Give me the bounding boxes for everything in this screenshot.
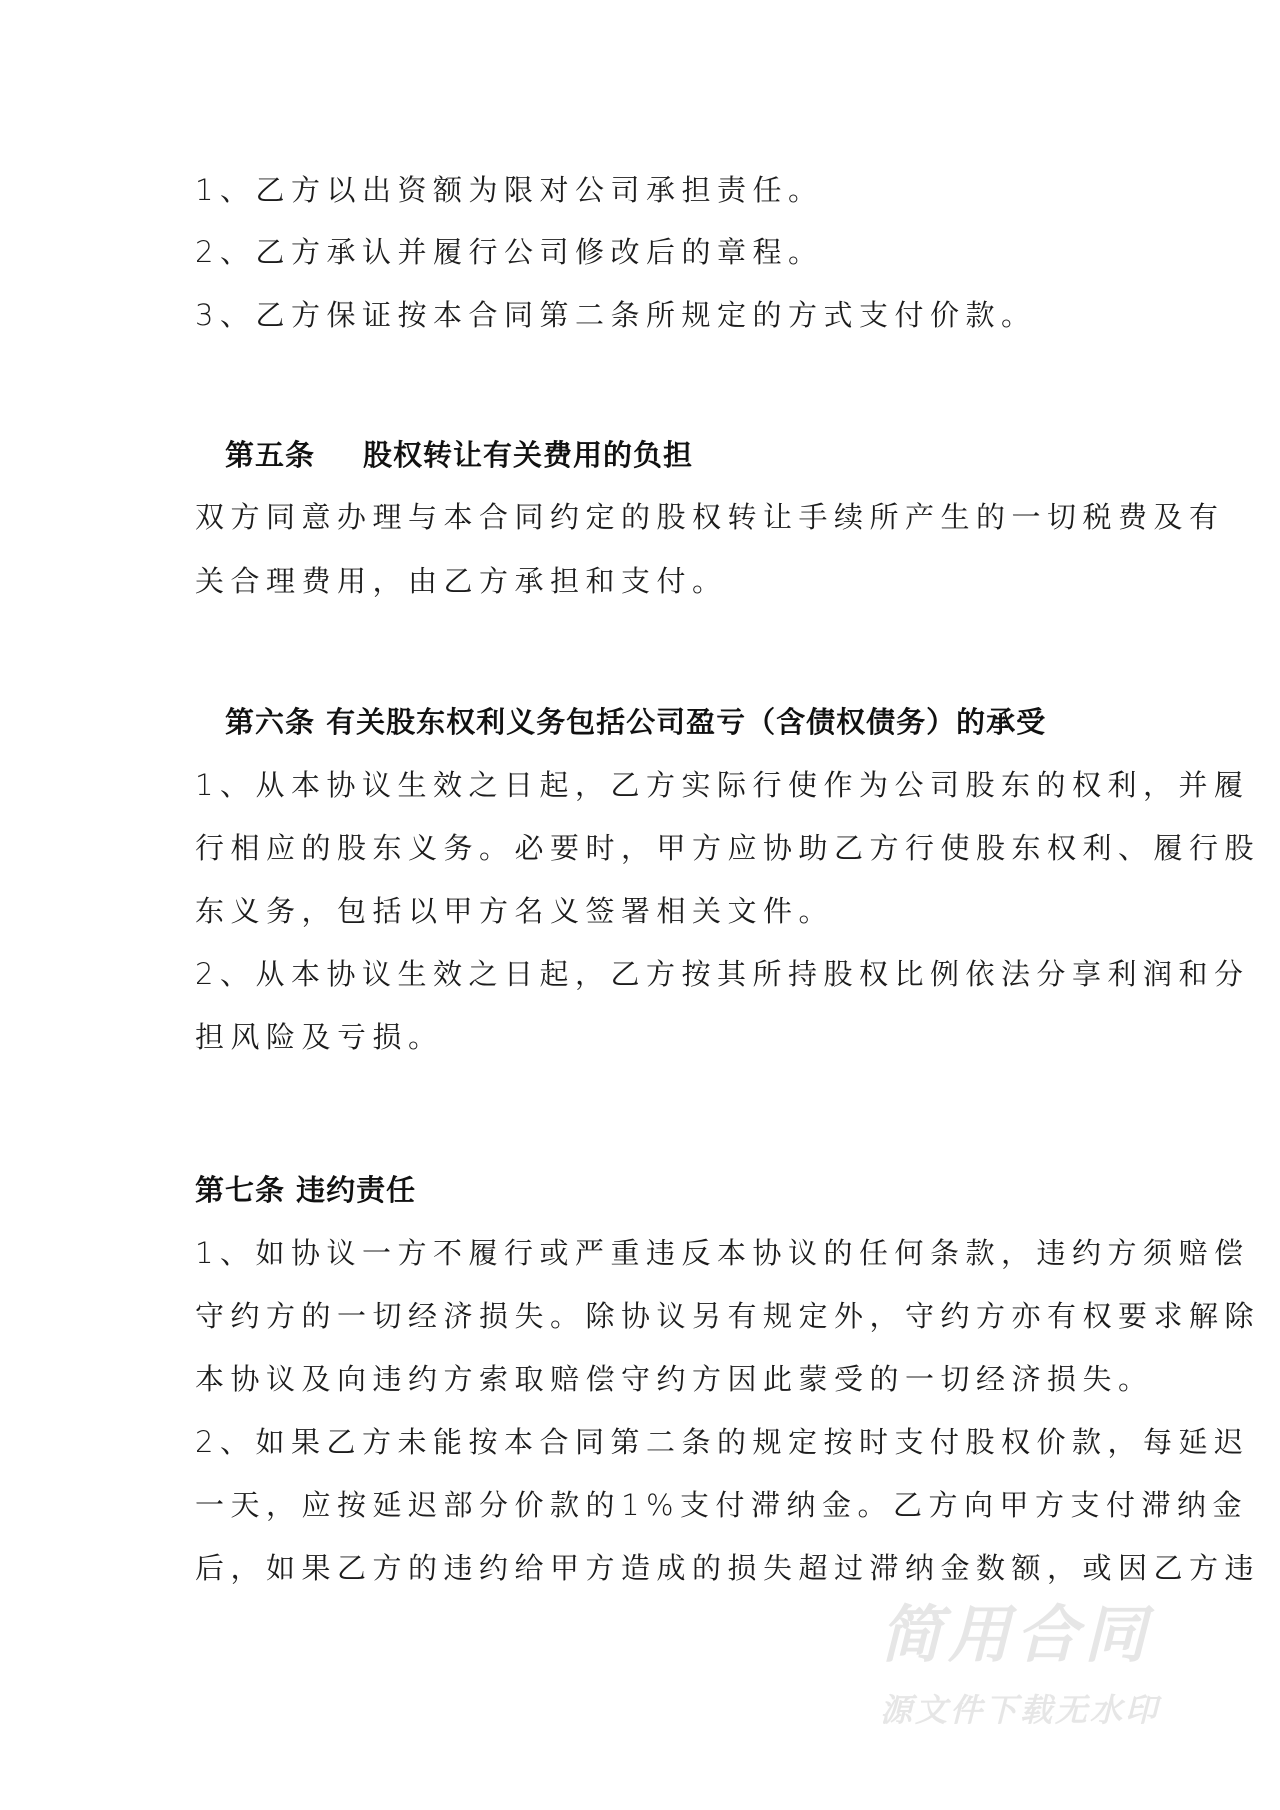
article-5-heading [225, 435, 693, 475]
watermark-title: 简用合同 [880, 1598, 1153, 1671]
article-5-title: 股权转让有关费用的负担 [363, 438, 694, 472]
article-7-line-1: 1、如协议一方不履行或严重违反本协议的任何条款，违约方须赔偿 [195, 1236, 1250, 1270]
obligation-item-1: 1、乙方以出资额为限对公司承担责任。 [195, 173, 824, 207]
article-7-heading: 第七条 违约责任 [195, 1173, 417, 1207]
article-5-line-2: 关合理费用，由乙方承担和支付。 [195, 564, 728, 598]
article-7-line-2: 守约方的一切经济损失。除协议另有规定外，守约方亦有权要求解除 [195, 1299, 1261, 1333]
article-5-line-1: 双方同意办理与本合同约定的股权转让手续所产生的一切税费及有 [195, 500, 1225, 534]
article-6-line-2: 行相应的股东义务。必要时，甲方应协助乙方行使股东权利、履行股 [195, 831, 1261, 865]
article-6-line-5: 担风险及亏损。 [195, 1020, 444, 1054]
article-7-line-4: 2、如果乙方未能按本合同第二条的规定按时支付股权价款，每延迟 [195, 1425, 1250, 1459]
article-7-line-3: 本协议及向违约方索取赔偿守约方因此蒙受的一切经济损失。 [195, 1362, 1154, 1396]
watermark [880, 1600, 1200, 1732]
watermark-subtitle: 源文件下载无水印 [880, 1691, 1161, 1729]
article-6-heading: 第六条 有关股东权利义务包括公司盈亏（含债权债务）的承受 [225, 705, 1047, 739]
obligation-item-2: 2、乙方承认并履行公司修改后的章程。 [195, 235, 824, 269]
article-6-line-3: 东义务，包括以甲方名义签署相关文件。 [195, 894, 835, 928]
obligation-item-3: 3、乙方保证按本合同第二条所规定的方式支付价款。 [195, 298, 1037, 332]
article-7-line-6: 后，如果乙方的违约给甲方造成的损失超过滞纳金数额，或因乙方违 [195, 1551, 1261, 1585]
article-7-line-5: 一天，应按延迟部分价款的1%支付滞纳金。乙方向甲方支付滞纳金 [195, 1488, 1249, 1522]
article-6-line-1: 1、从本协议生效之日起，乙方实际行使作为公司股东的权利，并履 [195, 768, 1250, 802]
article-6-line-4: 2、从本协议生效之日起，乙方按其所持股权比例依法分享利润和分 [195, 957, 1250, 991]
article-5-number: 第五条 [225, 438, 316, 472]
